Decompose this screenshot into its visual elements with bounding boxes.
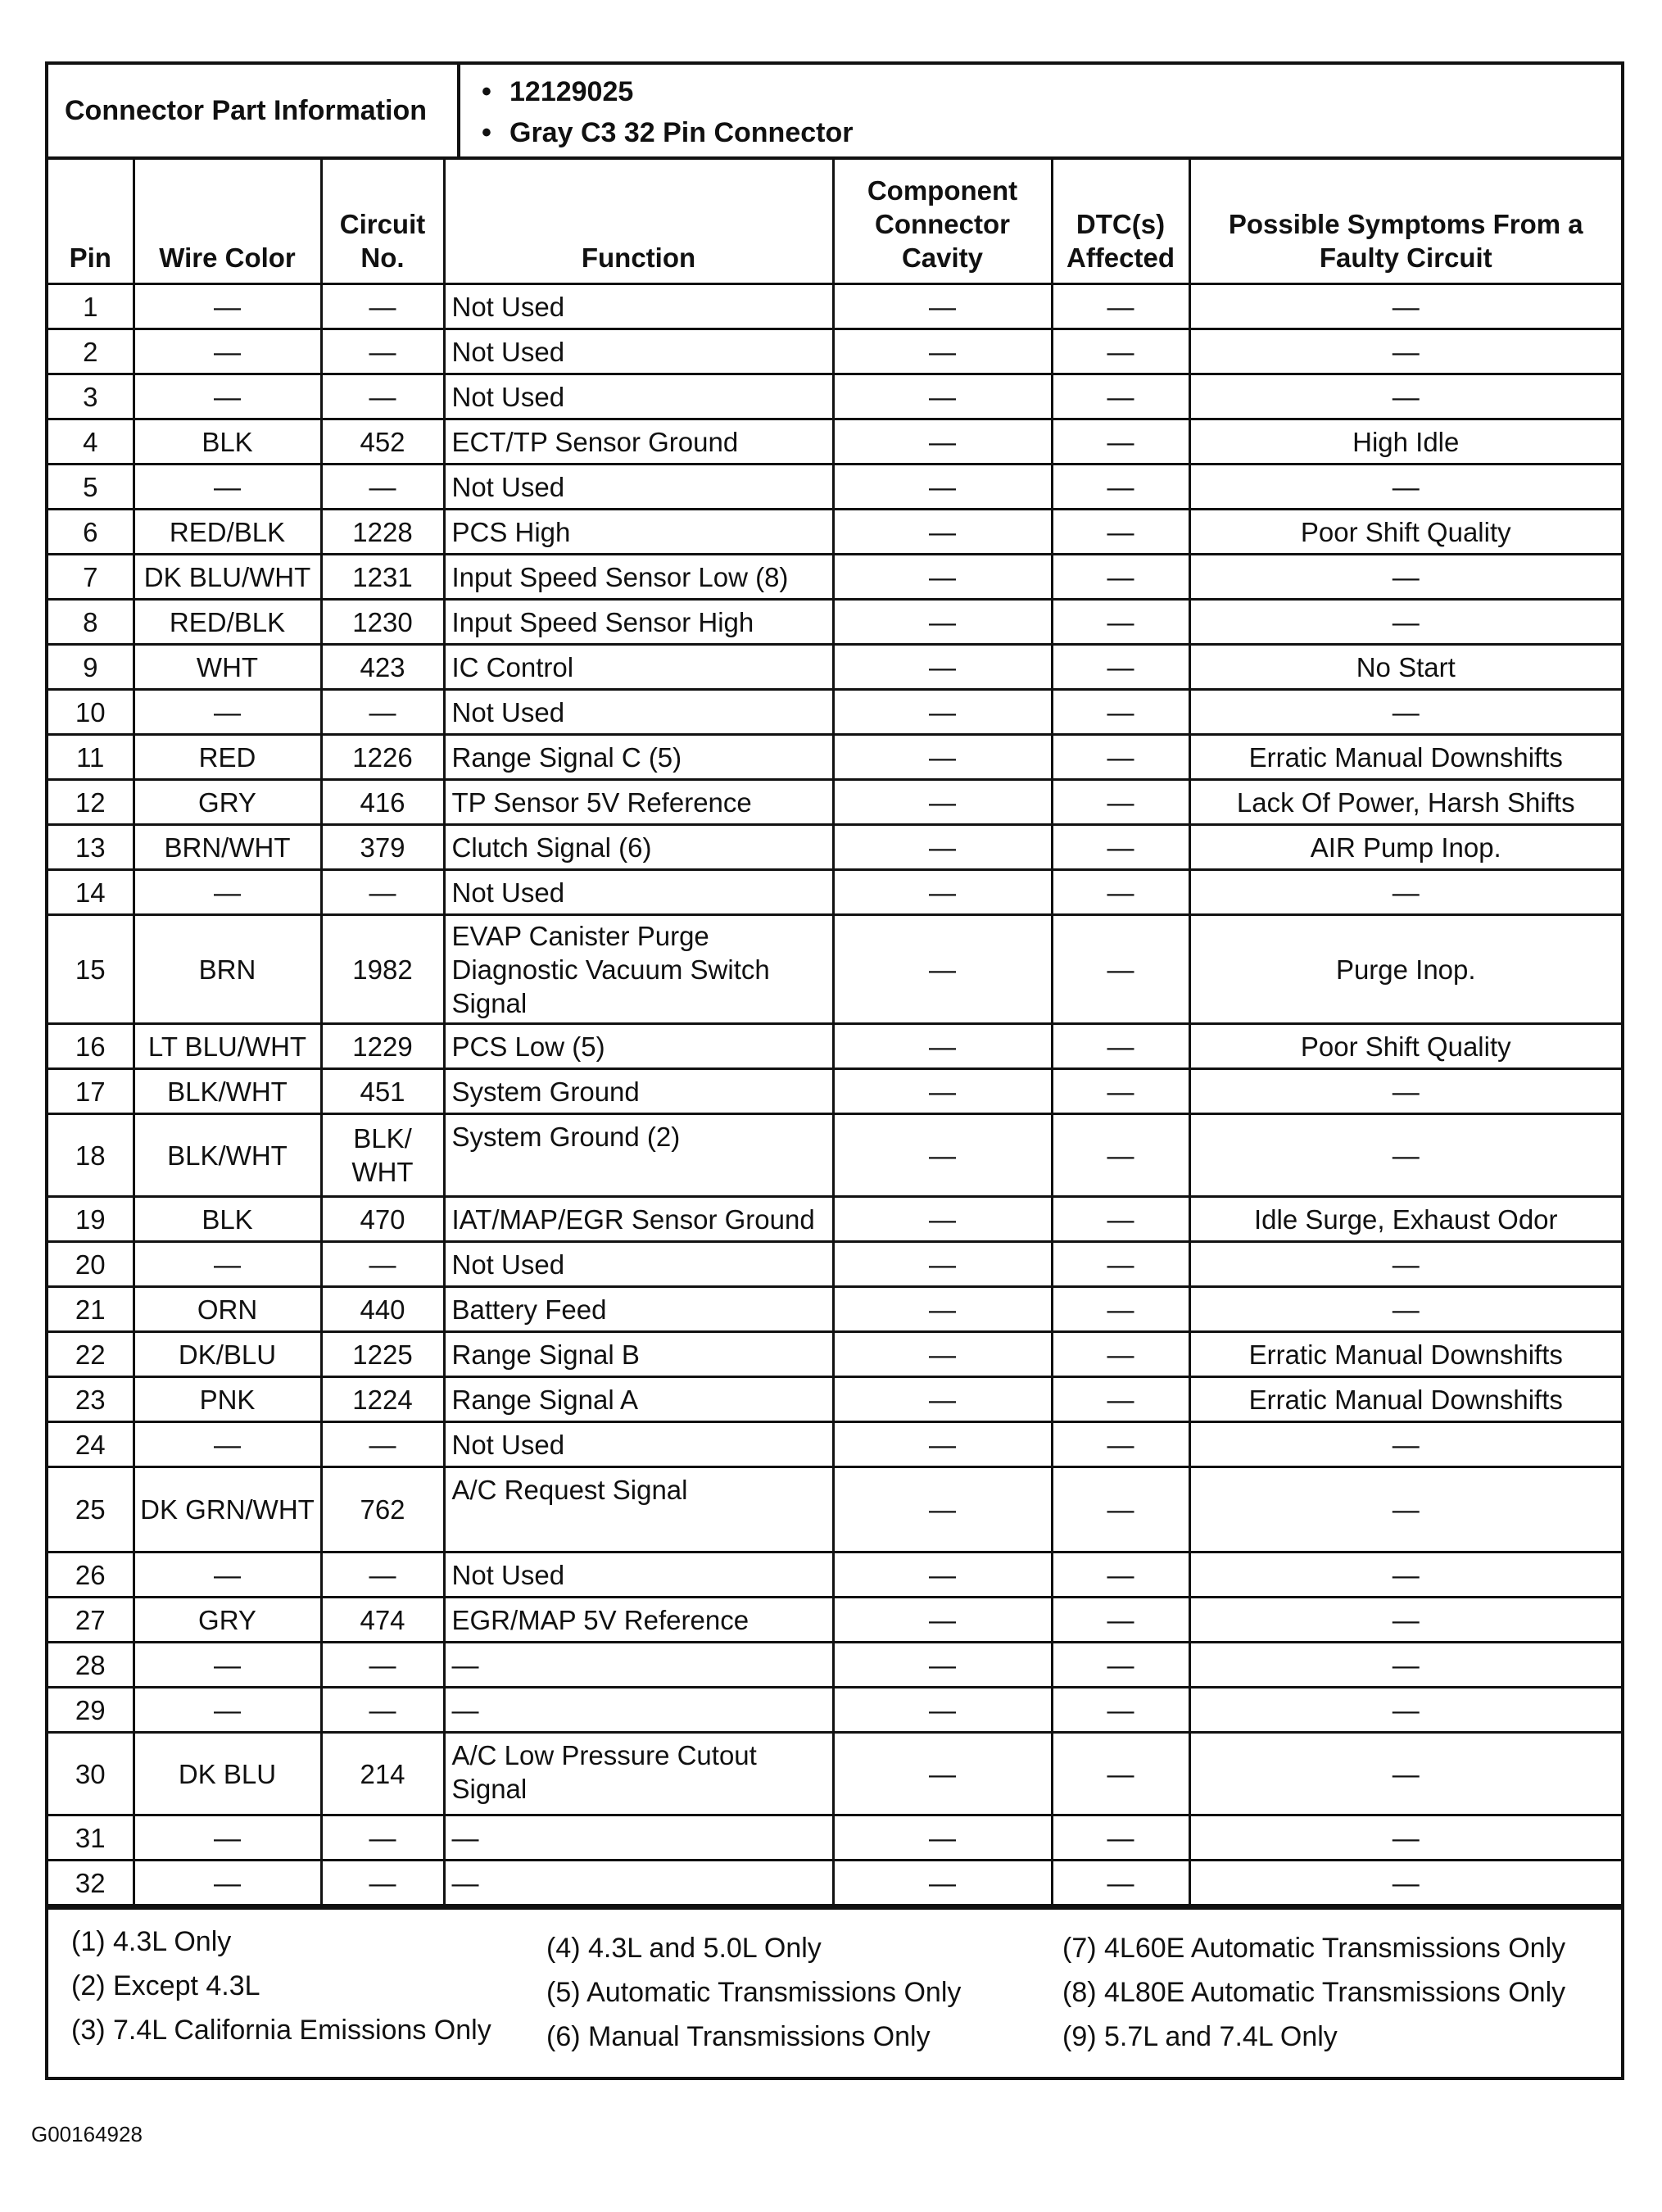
pin-table (48, 160, 1621, 1906)
symptom-cell: — (1189, 1815, 1621, 1861)
header-row (48, 160, 1621, 284)
wire-color-cell: WHT (134, 645, 321, 690)
wire-color-cell: — (134, 1861, 321, 1906)
pin-cell: 24 (48, 1422, 134, 1467)
table-row (48, 780, 1621, 825)
table-row (48, 1643, 1621, 1688)
pin-cell: 23 (48, 1377, 134, 1422)
wire-color-cell: BLK/WHT (134, 1069, 321, 1114)
symptom-cell: Idle Surge, Exhaust Odor (1189, 1197, 1621, 1242)
circuit-cell: 474 (321, 1598, 444, 1643)
function-cell: System Ground (2) (444, 1114, 833, 1197)
footnote: (6) Manual Transmissions Only (546, 2021, 931, 2052)
dtc-cell: — (1052, 645, 1189, 690)
table-row (48, 1733, 1621, 1815)
table-row (48, 870, 1621, 915)
table-row (48, 1861, 1621, 1906)
pin-cell: 16 (48, 1024, 134, 1069)
table-row (48, 1332, 1621, 1377)
dtc-cell: — (1052, 780, 1189, 825)
circuit-cell: 416 (321, 780, 444, 825)
symptom-cell: Purge Inop. (1189, 915, 1621, 1024)
table-row (48, 1197, 1621, 1242)
function-cell: Range Signal A (444, 1377, 833, 1422)
dtc-cell: — (1052, 1733, 1189, 1815)
connector-table-sheet (45, 61, 1624, 2080)
table-row (48, 645, 1621, 690)
pin-cell: 10 (48, 690, 134, 735)
wire-color-cell: — (134, 1688, 321, 1733)
pin-cell: 29 (48, 1688, 134, 1733)
function-cell: Clutch Signal (6) (444, 825, 833, 870)
function-cell: Not Used (444, 284, 833, 329)
wire-color-cell: BRN/WHT (134, 825, 321, 870)
wire-color-cell: — (134, 1643, 321, 1688)
circuit-cell: 379 (321, 825, 444, 870)
circuit-cell: — (321, 1815, 444, 1861)
symptom-cell: — (1189, 600, 1621, 645)
cavity-cell: — (833, 1688, 1052, 1733)
table-row (48, 1069, 1621, 1114)
circuit-cell: — (321, 374, 444, 419)
cavity-cell: — (833, 284, 1052, 329)
function-cell: Range Signal B (444, 1332, 833, 1377)
circuit-cell: — (321, 1242, 444, 1287)
pin-cell: 30 (48, 1733, 134, 1815)
symptom-cell: — (1189, 690, 1621, 735)
connector-part-info-label: Connector Part Information (48, 65, 460, 156)
footnote: (2) Except 4.3L (71, 1970, 260, 2001)
wire-color-cell: — (134, 1242, 321, 1287)
function-cell: — (444, 1643, 833, 1688)
pin-cell: 2 (48, 329, 134, 374)
dtc-cell: — (1052, 419, 1189, 465)
function-cell: IAT/MAP/EGR Sensor Ground (444, 1197, 833, 1242)
cavity-cell: — (833, 690, 1052, 735)
pin-cell: 6 (48, 510, 134, 555)
symptom-cell: — (1189, 284, 1621, 329)
wire-color-cell: BRN (134, 915, 321, 1024)
symptom-cell: Lack Of Power, Harsh Shifts (1189, 780, 1621, 825)
circuit-cell: 470 (321, 1197, 444, 1242)
symptom-cell: — (1189, 1467, 1621, 1552)
wire-color-cell: GRY (134, 1598, 321, 1643)
dtc-cell: — (1052, 1069, 1189, 1114)
circuit-cell: 1229 (321, 1024, 444, 1069)
dtc-cell: — (1052, 690, 1189, 735)
dtc-cell: — (1052, 1861, 1189, 1906)
symptom-cell: — (1189, 1552, 1621, 1598)
bullet-icon: • (482, 117, 491, 148)
wire-color-cell: — (134, 329, 321, 374)
pin-cell: 31 (48, 1815, 134, 1861)
connector-part-info (48, 65, 1621, 160)
circuit-cell: — (321, 1688, 444, 1733)
pin-cell: 4 (48, 419, 134, 465)
pin-cell: 27 (48, 1598, 134, 1643)
cavity-cell: — (833, 419, 1052, 465)
dtc-cell: — (1052, 1598, 1189, 1643)
table-row (48, 1598, 1621, 1643)
circuit-cell: — (321, 465, 444, 510)
circuit-cell: 762 (321, 1467, 444, 1552)
table-row (48, 1467, 1621, 1552)
wire-color-cell: DK BLU/WHT (134, 555, 321, 600)
table-row (48, 510, 1621, 555)
pin-cell: 7 (48, 555, 134, 600)
footnote: (5) Automatic Transmissions Only (546, 1977, 962, 2008)
symptom-cell: — (1189, 1114, 1621, 1197)
wire-color-cell: BLK (134, 419, 321, 465)
dtc-cell: — (1052, 510, 1189, 555)
table-row (48, 1815, 1621, 1861)
dtc-cell: — (1052, 329, 1189, 374)
cavity-cell: — (833, 1733, 1052, 1815)
table-row (48, 1377, 1621, 1422)
cavity-cell: — (833, 1815, 1052, 1861)
circuit-cell: 452 (321, 419, 444, 465)
header-cavity: Component Connector Cavity (833, 160, 1052, 284)
bullet-icon: • (482, 76, 491, 107)
symptom-cell: No Start (1189, 645, 1621, 690)
cavity-cell: — (833, 1114, 1052, 1197)
symptom-cell: — (1189, 465, 1621, 510)
dtc-cell: — (1052, 1024, 1189, 1069)
pin-cell: 14 (48, 870, 134, 915)
dtc-cell: — (1052, 465, 1189, 510)
cavity-cell: — (833, 1467, 1052, 1552)
function-cell: Not Used (444, 374, 833, 419)
symptom-cell: — (1189, 1733, 1621, 1815)
pin-cell: 12 (48, 780, 134, 825)
pin-cell: 19 (48, 1197, 134, 1242)
symptom-cell: Erratic Manual Downshifts (1189, 1332, 1621, 1377)
symptom-cell: — (1189, 1422, 1621, 1467)
pin-cell: 25 (48, 1467, 134, 1552)
cavity-cell: — (833, 780, 1052, 825)
cavity-cell: — (833, 1332, 1052, 1377)
function-cell: Battery Feed (444, 1287, 833, 1332)
wire-color-cell: RED (134, 735, 321, 780)
symptom-cell: — (1189, 374, 1621, 419)
cavity-cell: — (833, 374, 1052, 419)
circuit-cell: 1231 (321, 555, 444, 600)
table-row (48, 465, 1621, 510)
pin-cell: 32 (48, 1861, 134, 1906)
function-cell: Not Used (444, 1242, 833, 1287)
circuit-cell: 1226 (321, 735, 444, 780)
function-cell: Input Speed Sensor High (444, 600, 833, 645)
table-row (48, 690, 1621, 735)
function-cell: IC Control (444, 645, 833, 690)
circuit-cell: BLK/ WHT (321, 1114, 444, 1197)
function-cell: — (444, 1815, 833, 1861)
table-row (48, 1242, 1621, 1287)
circuit-cell: — (321, 284, 444, 329)
cavity-cell: — (833, 510, 1052, 555)
header-symptoms: Possible Symptoms From a Faulty Circuit (1189, 160, 1621, 284)
symptom-cell: Poor Shift Quality (1189, 1024, 1621, 1069)
circuit-cell: 1224 (321, 1377, 444, 1422)
circuit-cell: — (321, 1552, 444, 1598)
symptom-cell: AIR Pump Inop. (1189, 825, 1621, 870)
dtc-cell: — (1052, 1815, 1189, 1861)
circuit-cell: — (321, 1643, 444, 1688)
pin-cell: 17 (48, 1069, 134, 1114)
footnote: (7) 4L60E Automatic Transmissions Only (1062, 1933, 1566, 1964)
symptom-cell: — (1189, 870, 1621, 915)
pin-cell: 22 (48, 1332, 134, 1377)
table-row (48, 1114, 1621, 1197)
header-pin: Pin (48, 160, 134, 284)
cavity-cell: — (833, 825, 1052, 870)
dtc-cell: — (1052, 1114, 1189, 1197)
cavity-cell: — (833, 465, 1052, 510)
dtc-cell: — (1052, 1197, 1189, 1242)
wire-color-cell: — (134, 465, 321, 510)
wire-color-cell: — (134, 374, 321, 419)
cavity-cell: — (833, 1598, 1052, 1643)
dtc-cell: — (1052, 1287, 1189, 1332)
pin-cell: 11 (48, 735, 134, 780)
table-row (48, 374, 1621, 419)
pin-cell: 5 (48, 465, 134, 510)
table-row (48, 1688, 1621, 1733)
pin-cell: 20 (48, 1242, 134, 1287)
part-number: 12129025 (509, 76, 634, 107)
symptom-cell: Erratic Manual Downshifts (1189, 735, 1621, 780)
pin-cell: 3 (48, 374, 134, 419)
pin-cell: 26 (48, 1552, 134, 1598)
dtc-cell: — (1052, 825, 1189, 870)
wire-color-cell: DK/BLU (134, 1332, 321, 1377)
function-cell: Not Used (444, 329, 833, 374)
function-cell: TP Sensor 5V Reference (444, 780, 833, 825)
footnotes-col-3 (1062, 1920, 1621, 2059)
pin-cell: 8 (48, 600, 134, 645)
wire-color-cell: PNK (134, 1377, 321, 1422)
dtc-cell: — (1052, 284, 1189, 329)
wire-color-cell: — (134, 1552, 321, 1598)
symptom-cell: — (1189, 1688, 1621, 1733)
table-row (48, 329, 1621, 374)
dtc-cell: — (1052, 374, 1189, 419)
wire-color-cell: BLK/WHT (134, 1114, 321, 1197)
function-cell: — (444, 1861, 833, 1906)
dtc-cell: — (1052, 1552, 1189, 1598)
footnotes-col-1 (71, 1920, 546, 2059)
cavity-cell: — (833, 1197, 1052, 1242)
cavity-cell: — (833, 1861, 1052, 1906)
function-cell: Range Signal C (5) (444, 735, 833, 780)
cavity-cell: — (833, 1069, 1052, 1114)
header-dtc: DTC(s) Affected (1052, 160, 1189, 284)
cavity-cell: — (833, 1643, 1052, 1688)
wire-color-cell: RED/BLK (134, 510, 321, 555)
table-row (48, 825, 1621, 870)
table-row (48, 1552, 1621, 1598)
dtc-cell: — (1052, 870, 1189, 915)
dtc-cell: — (1052, 735, 1189, 780)
cavity-cell: — (833, 1552, 1052, 1598)
function-cell: PCS Low (5) (444, 1024, 833, 1069)
function-cell: Not Used (444, 870, 833, 915)
function-cell: Not Used (444, 690, 833, 735)
symptom-cell: Poor Shift Quality (1189, 510, 1621, 555)
wire-color-cell: RED/BLK (134, 600, 321, 645)
cavity-cell: — (833, 1377, 1052, 1422)
wire-color-cell: — (134, 284, 321, 329)
dtc-cell: — (1052, 600, 1189, 645)
cavity-cell: — (833, 1287, 1052, 1332)
table-row (48, 419, 1621, 465)
cavity-cell: — (833, 555, 1052, 600)
pin-cell: 21 (48, 1287, 134, 1332)
function-cell: ECT/TP Sensor Ground (444, 419, 833, 465)
cavity-cell: — (833, 1422, 1052, 1467)
wire-color-cell: — (134, 870, 321, 915)
footnote: (4) 4.3L and 5.0L Only (546, 1933, 822, 1964)
wire-color-cell: ORN (134, 1287, 321, 1332)
footnotes (48, 1906, 1621, 2077)
wire-color-cell: LT BLU/WHT (134, 1024, 321, 1069)
footnote: (3) 7.4L California Emissions Only (71, 2015, 491, 2046)
pin-cell: 28 (48, 1643, 134, 1688)
connector-description-line (482, 112, 1621, 153)
part-number-line (482, 71, 1621, 112)
wire-color-cell: DK BLU (134, 1733, 321, 1815)
cavity-cell: — (833, 329, 1052, 374)
header-function: Function (444, 160, 833, 284)
function-cell: EGR/MAP 5V Reference (444, 1598, 833, 1643)
header-wire-color: Wire Color (134, 160, 321, 284)
figure-id: G00164928 (31, 2122, 143, 2146)
table-row (48, 1422, 1621, 1467)
function-cell: System Ground (444, 1069, 833, 1114)
table-row (48, 284, 1621, 329)
function-cell: Not Used (444, 1552, 833, 1598)
circuit-cell: 1228 (321, 510, 444, 555)
dtc-cell: — (1052, 1643, 1189, 1688)
circuit-cell: 1230 (321, 600, 444, 645)
footnote: (9) 5.7L and 7.4L Only (1062, 2021, 1338, 2052)
dtc-cell: — (1052, 1688, 1189, 1733)
wire-color-cell: GRY (134, 780, 321, 825)
wire-color-cell: — (134, 690, 321, 735)
pin-cell: 1 (48, 284, 134, 329)
wire-color-cell: BLK (134, 1197, 321, 1242)
circuit-cell: 440 (321, 1287, 444, 1332)
dtc-cell: — (1052, 1377, 1189, 1422)
function-cell: Input Speed Sensor Low (8) (444, 555, 833, 600)
cavity-cell: — (833, 915, 1052, 1024)
dtc-cell: — (1052, 1467, 1189, 1552)
dtc-cell: — (1052, 555, 1189, 600)
table-row (48, 1287, 1621, 1332)
symptom-cell: — (1189, 1861, 1621, 1906)
dtc-cell: — (1052, 1332, 1189, 1377)
pin-rows (48, 284, 1621, 1906)
circuit-cell: — (321, 870, 444, 915)
circuit-cell: 451 (321, 1069, 444, 1114)
symptom-cell: — (1189, 555, 1621, 600)
function-cell: — (444, 1688, 833, 1733)
connector-part-info-values (460, 65, 1621, 156)
table-row (48, 1024, 1621, 1069)
table-row (48, 555, 1621, 600)
function-cell: A/C Request Signal (444, 1467, 833, 1552)
cavity-cell: — (833, 735, 1052, 780)
symptom-cell: — (1189, 1242, 1621, 1287)
circuit-cell: — (321, 329, 444, 374)
circuit-cell: — (321, 690, 444, 735)
pin-cell: 13 (48, 825, 134, 870)
table-row (48, 915, 1621, 1024)
symptom-cell: — (1189, 1643, 1621, 1688)
pin-cell: 9 (48, 645, 134, 690)
function-cell: A/C Low Pressure Cutout Signal (444, 1733, 833, 1815)
dtc-cell: — (1052, 915, 1189, 1024)
pin-cell: 15 (48, 915, 134, 1024)
table-row (48, 600, 1621, 645)
cavity-cell: — (833, 645, 1052, 690)
circuit-cell: 214 (321, 1733, 444, 1815)
wire-color-cell: DK GRN/WHT (134, 1467, 321, 1552)
circuit-cell: 423 (321, 645, 444, 690)
table-row (48, 735, 1621, 780)
connector-description: Gray C3 32 Pin Connector (509, 117, 854, 148)
wire-color-cell: — (134, 1422, 321, 1467)
cavity-cell: — (833, 870, 1052, 915)
symptom-cell: Erratic Manual Downshifts (1189, 1377, 1621, 1422)
pin-cell: 18 (48, 1114, 134, 1197)
footnotes-col-2 (546, 1920, 1062, 2059)
circuit-cell: — (321, 1422, 444, 1467)
function-cell: Not Used (444, 465, 833, 510)
header-circuit: Circuit No. (321, 160, 444, 284)
circuit-cell: — (321, 1861, 444, 1906)
symptom-cell: — (1189, 1598, 1621, 1643)
wire-color-cell: — (134, 1815, 321, 1861)
circuit-cell: 1225 (321, 1332, 444, 1377)
cavity-cell: — (833, 1242, 1052, 1287)
symptom-cell: — (1189, 1287, 1621, 1332)
function-cell: EVAP Canister Purge Diagnostic Vacuum Switch Signal (444, 915, 833, 1024)
dtc-cell: — (1052, 1422, 1189, 1467)
footnote: (8) 4L80E Automatic Transmissions Only (1062, 1977, 1566, 2008)
symptom-cell: High Idle (1189, 419, 1621, 465)
symptom-cell: — (1189, 1069, 1621, 1114)
function-cell: PCS High (444, 510, 833, 555)
footnote: (1) 4.3L Only (71, 1926, 232, 1957)
cavity-cell: — (833, 1024, 1052, 1069)
symptom-cell: — (1189, 329, 1621, 374)
cavity-cell: — (833, 600, 1052, 645)
circuit-cell: 1982 (321, 915, 444, 1024)
dtc-cell: — (1052, 1242, 1189, 1287)
function-cell: Not Used (444, 1422, 833, 1467)
